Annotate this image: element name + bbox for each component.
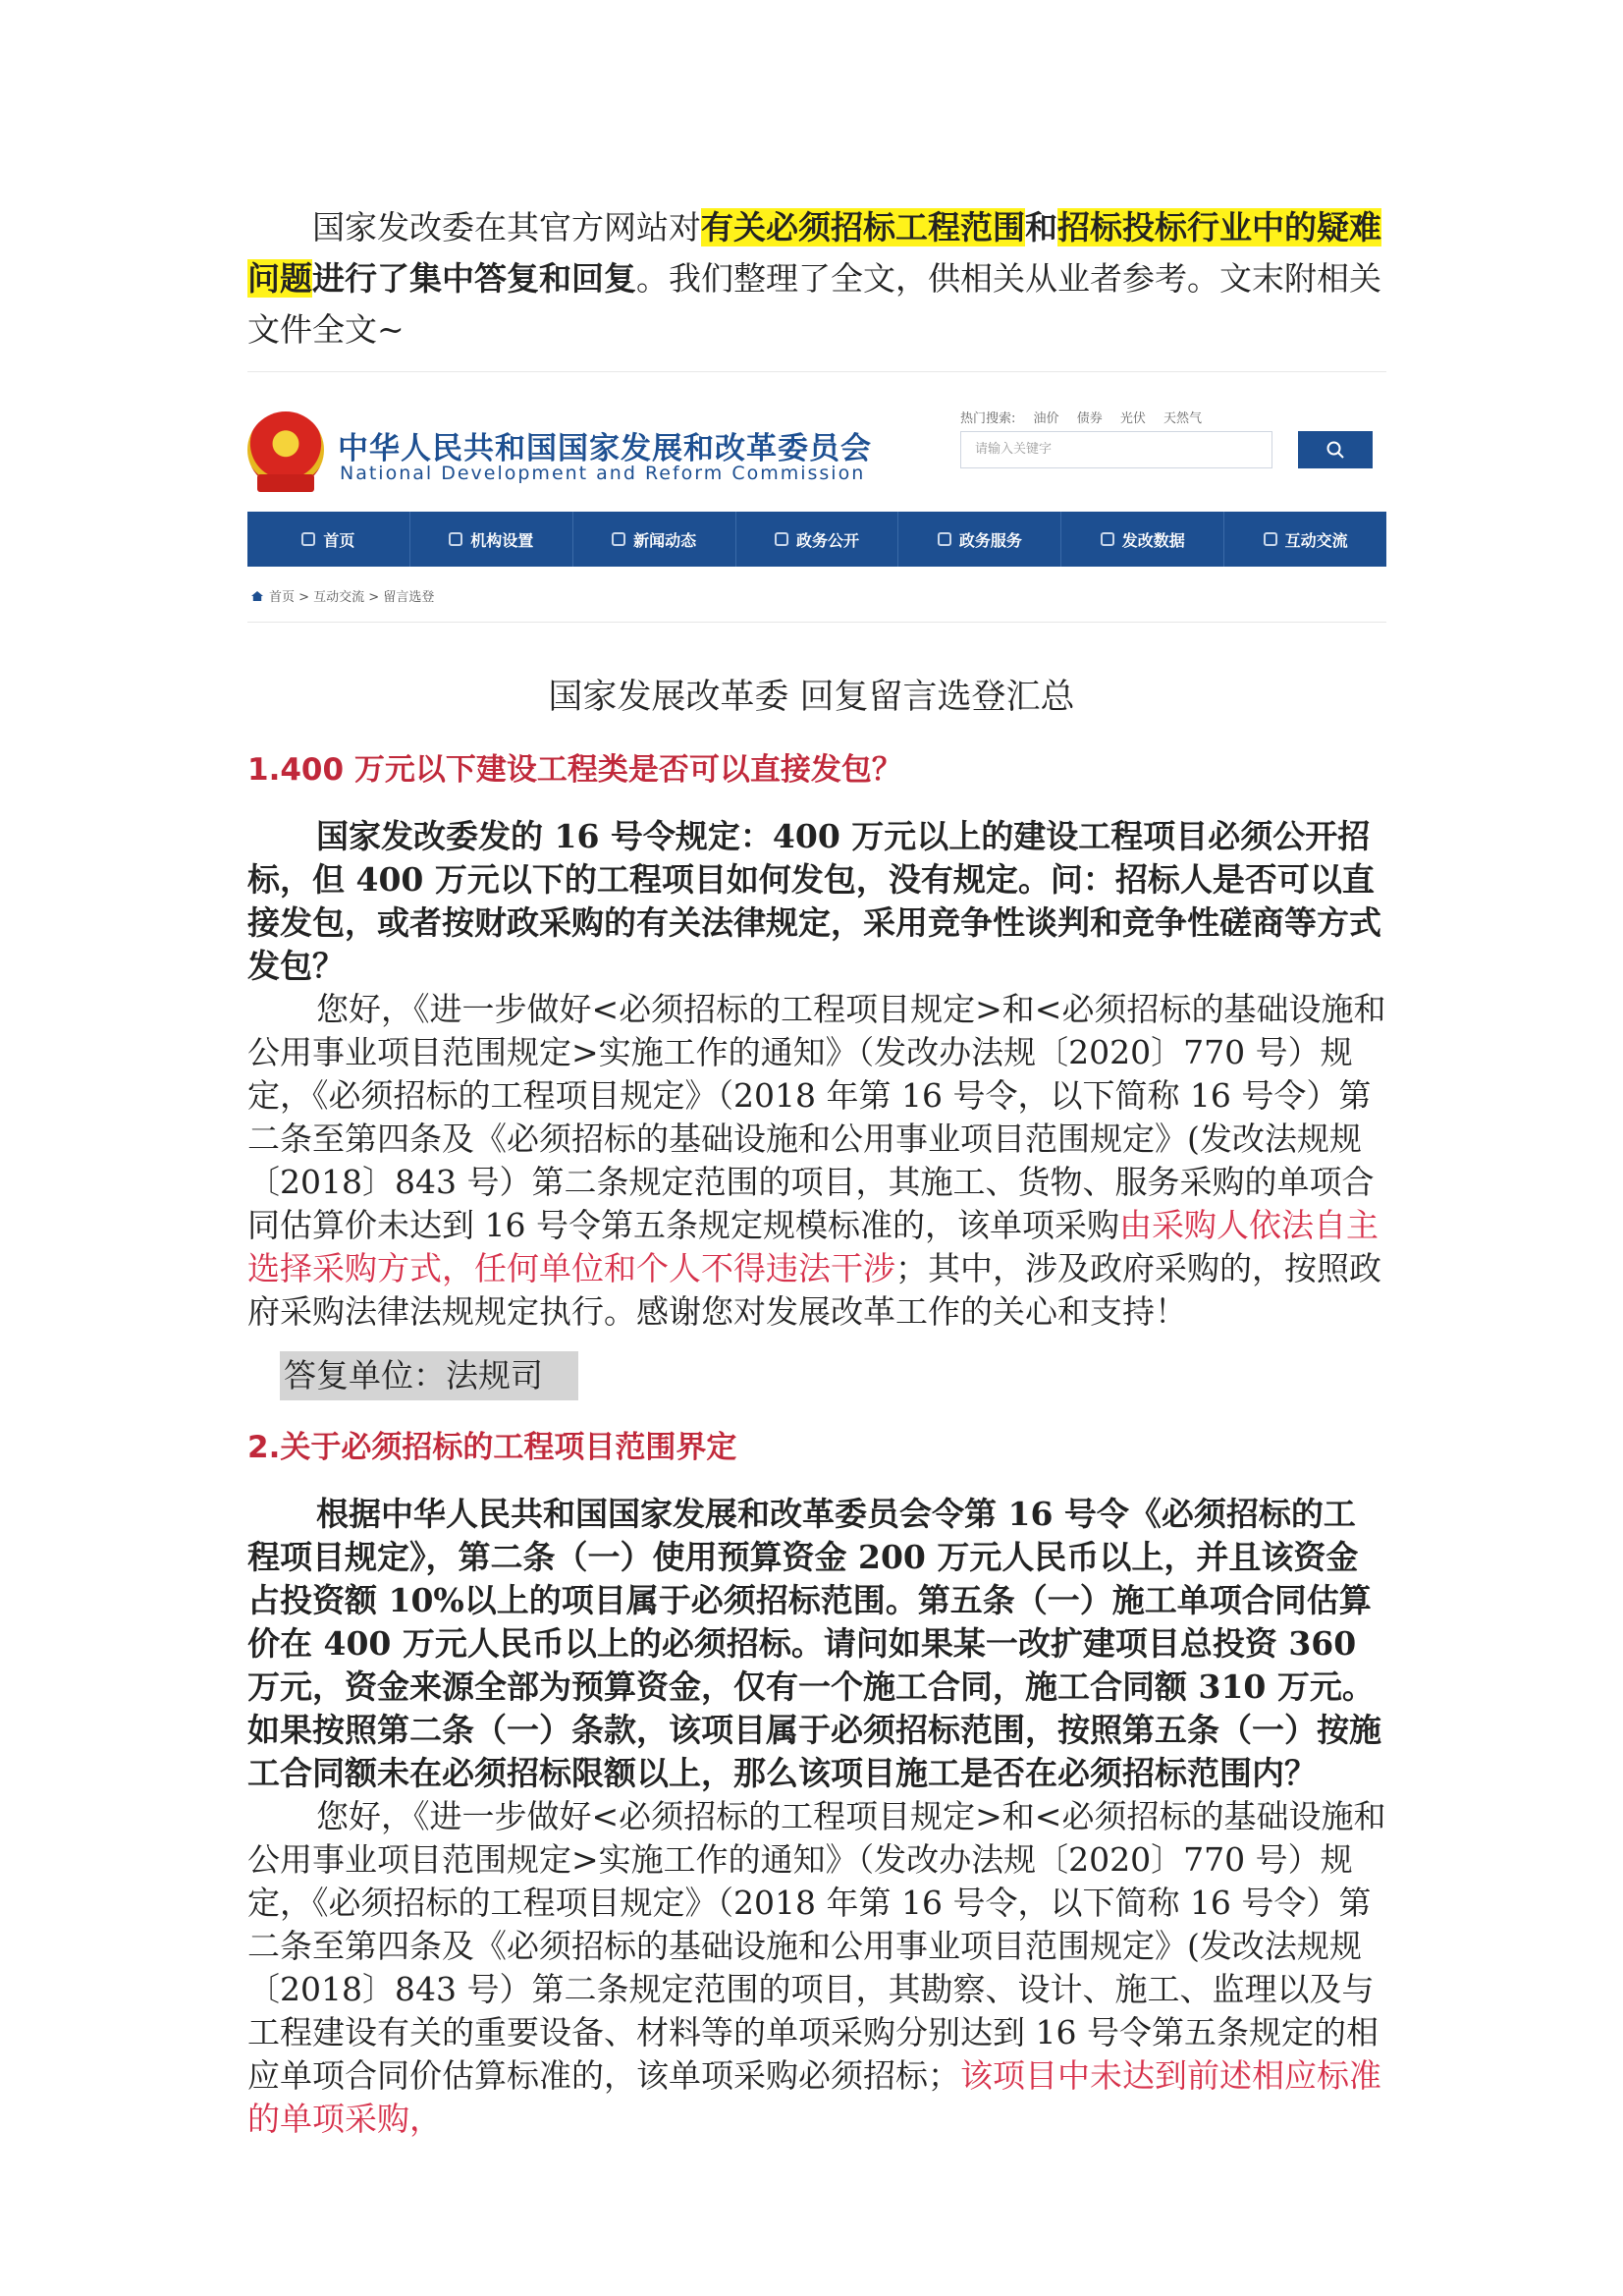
question-1-heading: 1.400 万元以下建设工程类是否可以直接发包？ bbox=[247, 752, 902, 788]
pie-chart-icon bbox=[1101, 532, 1114, 546]
answer-1-part-a: 您好，《进一步做好<必须招标的工程项目规定>和<必须招标的基础设施和公用事业项目范围规定>实施工作的通知》（发改办法规〔2020〕770 号）规定，《必须招标的工程项目规定》（2018 年第 16 号令，以下简称 16 号令）第二条至第四条及《必须招标的基础设施和公用事业项目范围规定》(发改法规规〔2018〕843 号）第二条规定范围的项目，其施工、货物、服务采购的单项合同估算价未达到 16 号令第五条规定规模标准的，该单项采购 bbox=[247, 990, 1386, 1244]
nav-item-home[interactable] bbox=[247, 512, 410, 567]
nav-item-gov-affairs[interactable] bbox=[736, 512, 899, 567]
intro-text-2: 和 bbox=[1025, 208, 1057, 246]
site-title: 中华人民共和国国家发展和改革委员会 bbox=[338, 431, 872, 466]
intro-text-3: 进行了集中答复和回复 bbox=[312, 259, 636, 298]
answer-1-highlight: 由采购人依法自主选择采购方式，任何单位和个人不得违法干涉 bbox=[247, 1206, 1379, 1287]
intro-highlight-1: 有关必须招标工程范围 bbox=[701, 208, 1025, 246]
nav-label: 新闻动态 bbox=[633, 530, 697, 550]
site-subtitle: National Development and Reform Commission bbox=[340, 463, 866, 484]
hot-search-term[interactable]: 债券 bbox=[1076, 411, 1103, 426]
nav-item-news[interactable] bbox=[573, 512, 736, 567]
main-nav bbox=[247, 512, 1386, 567]
ndrc-website-screenshot bbox=[247, 371, 1386, 629]
home-icon bbox=[251, 591, 263, 601]
nav-label: 政务公开 bbox=[796, 530, 860, 550]
document-icon bbox=[938, 532, 951, 546]
search-icon bbox=[1325, 440, 1345, 460]
intro-text-4: 。我们整理了全文，供相关从业者参考。文末附相关文件全文~ bbox=[247, 259, 1381, 349]
answer-2-part-a: 您好，《进一步做好<必须招标的工程项目规定>和<必须招标的基础设施和公用事业项目范围规定>实施工作的通知》（发改办法规〔2020〕770 号）规定，《必须招标的工程项目规定》（2018 年第 16 号令，以下简称 16 号令）第二条至第四条及《必须招标的基础设施和公用事业项目范围规定》(发改法规规〔2018〕843 号）第二条规定范围的项目，其勘察、设计、施工、监理以及与工程建设有关的重要设备、材料等的单项采购分别达到 16 号令第五条规定的相应单项合同价估算标准的，该单项采购必须招标； bbox=[247, 1797, 1386, 2095]
umbrella-icon bbox=[775, 532, 788, 546]
chat-icon bbox=[1264, 532, 1277, 546]
intro-highlight-2: 招标投标行业中的疑难问题 bbox=[247, 208, 1381, 298]
hot-search-term[interactable]: 天然气 bbox=[1163, 411, 1203, 426]
search-button[interactable] bbox=[1298, 431, 1373, 468]
nav-item-data[interactable] bbox=[1061, 512, 1224, 567]
nav-label: 互动交流 bbox=[1284, 530, 1348, 550]
building-icon bbox=[449, 532, 462, 546]
hot-search bbox=[960, 408, 1216, 426]
answer-2-highlight: 该项目中未达到前述相应标准的单项采购， bbox=[247, 2056, 1381, 2138]
nav-label: 首页 bbox=[323, 530, 355, 550]
home-icon bbox=[301, 532, 315, 546]
search-input[interactable]: 请输入关键字 bbox=[960, 431, 1272, 468]
question-2-text: 根据中华人民共和国国家发展和改革委员会令第 16 号令《必须招标的工程项目规定》，第二条（一）使用预算资金 200 万元人民币以上，并且该资金占投资额 10%以上的项目属于必须招标范围。第五条（一）施工单项合同估算价在 400 万元人民币以上的必须招标。请问如果某一改扩建项目总投资 360 万元，资金来源全部为预算资金，仅有一个施工合同，施工合同额 310 万元。如果按照第二条（一）条款，该项目属于必须招标范围，按照第五条（一）按施工合同额未在必须招标限额以上，那么该项目施工是否在必须招标范围内？ bbox=[247, 1495, 1381, 1792]
nav-item-organization[interactable] bbox=[410, 512, 573, 567]
intro-paragraph bbox=[247, 202, 1386, 355]
nav-label: 机构设置 bbox=[470, 530, 534, 550]
answer-1-part-b: ；其中，涉及政府采购的，按照政府采购法律法规规定执行。感谢您对发展改革工作的关心和支持！ bbox=[247, 1249, 1381, 1331]
reply-unit-badge: 答复单位：法规司 bbox=[280, 1351, 578, 1400]
nav-item-services[interactable] bbox=[898, 512, 1061, 567]
hot-search-term[interactable]: 油价 bbox=[1033, 411, 1059, 426]
emblem-base bbox=[257, 474, 314, 492]
answer-2-text bbox=[247, 1795, 1386, 2141]
hot-search-term[interactable]: 光伏 bbox=[1119, 411, 1146, 426]
nav-label: 政务服务 bbox=[958, 530, 1022, 550]
breadcrumb bbox=[251, 586, 434, 605]
document-title: 国家发展改革委 回复留言选登汇总 bbox=[548, 678, 1075, 717]
nav-label: 发改数据 bbox=[1121, 530, 1185, 550]
divider bbox=[247, 622, 1386, 623]
nav-item-interaction[interactable] bbox=[1224, 512, 1386, 567]
question-2-heading: 2.关于必须招标的工程项目范围界定 bbox=[247, 1430, 737, 1465]
intro-text-1: 国家发改委在其官方网站对 bbox=[312, 208, 701, 246]
answer-1-text bbox=[247, 988, 1386, 1334]
question-1-text: 国家发改委发的 16 号令规定：400 万元以上的建设工程项目必须公开招标，但 400 万元以下的工程项目如何发包，没有规定。问：招标人是否可以直接发包，或者按财政采购的有关法律规定，采用竞争性谈判和竞争性磋商等方式发包？ bbox=[247, 817, 1381, 985]
breadcrumb-text[interactable]: 首页 > 互动交流 > 留言选登 bbox=[269, 590, 435, 605]
news-icon bbox=[612, 532, 625, 546]
hot-search-label: 热门搜索: bbox=[960, 411, 1016, 426]
